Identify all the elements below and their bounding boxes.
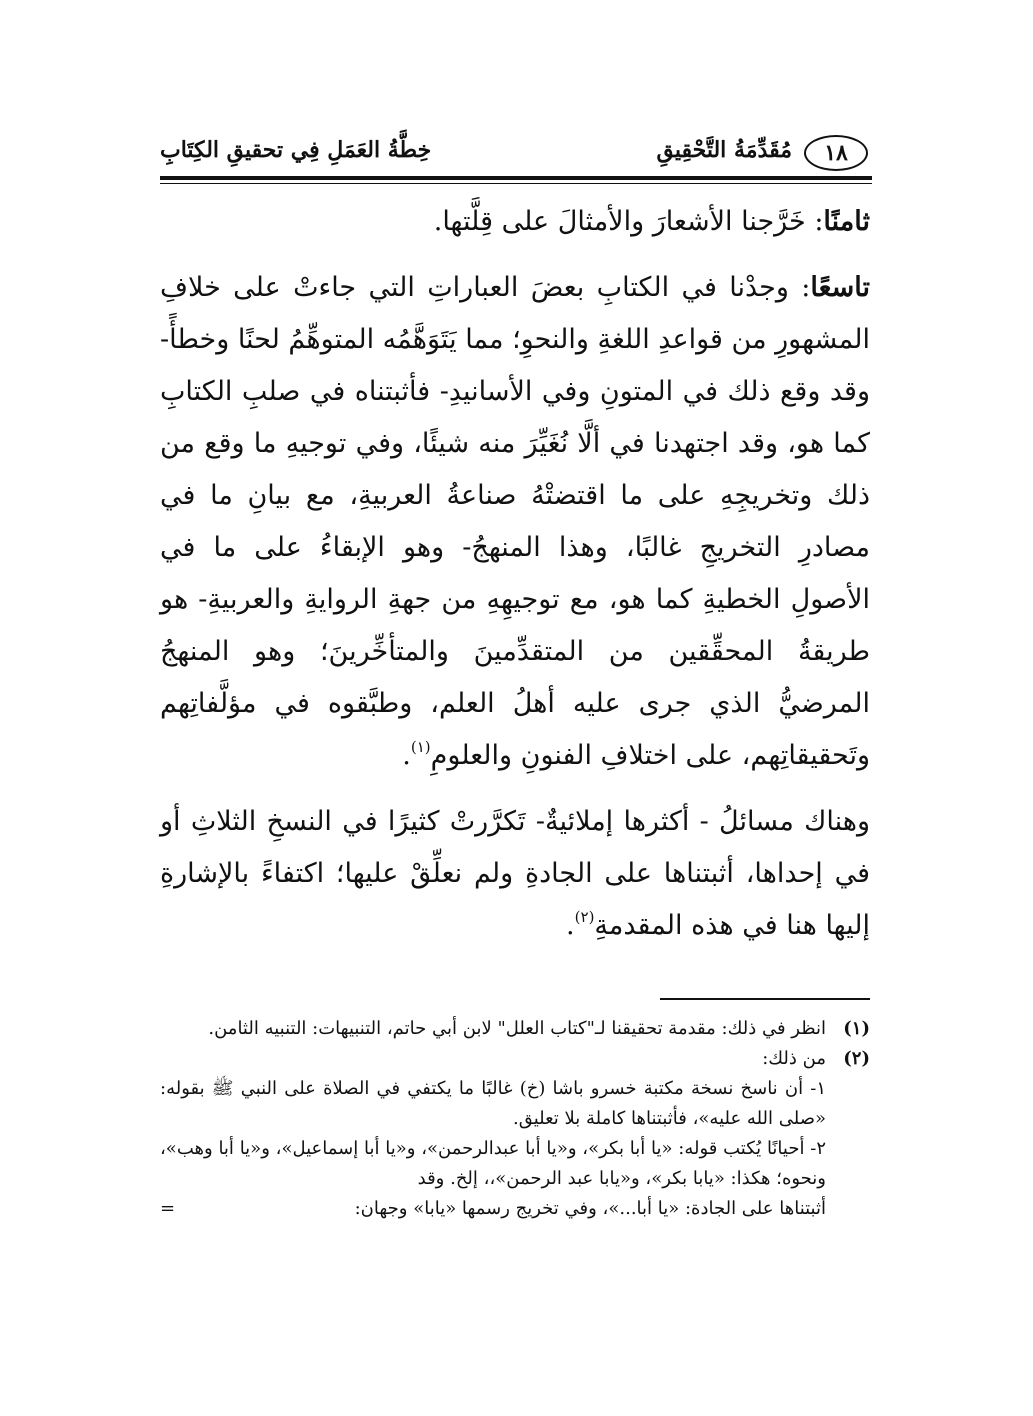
paragraph-end: . — [566, 910, 575, 941]
footnote-2-item-2: ٢- أحيانًا يُكتب قوله: «يا أبا بكر»، و«يا أبا عبدالرحمن»، و«يا أبا إسماعيل»، و«يا أبا وهب»، ونحوه؛ هكذا: «يابا بكر»، و«يابا عبد الرحمن»،، إلخ. وقد — [160, 1138, 826, 1189]
continuation-mark: = — [160, 1198, 176, 1219]
footnote-2 — [160, 1044, 870, 1074]
footnote-number: (٢) — [843, 1048, 870, 1069]
paragraph-ninth — [160, 262, 870, 782]
paragraph-eighth — [160, 196, 870, 248]
paragraph-end: . — [402, 740, 411, 771]
page-number-badge — [804, 135, 868, 171]
footnote-text: انظر في ذلك: مقدمة تحقيقنا لـ"كتاب العلل" لابن أبي حاتم، التنبيهات: التنبيه الثامن. — [208, 1018, 826, 1039]
footnote-1 — [160, 1014, 870, 1044]
paragraph-text: : وجدْنا في الكتابِ بعضَ العباراتِ التي جاءتْ على خلافِ المشهورِ من قواعدِ اللغةِ والنحوِ؛ مما يَتَوَهَّمُه المتوهِّمُ لحنًا وخطأً- وقد وقع ذلك في المتونِ وفي الأسانيدِ- فأثبتناه في صلبِ الكتابِ كما هو، وقد اجتهدنا في ألَّا نُغَيِّرَ منه شيئًا، وفي توجيهِ ما وقع من ذلك وتخريجِهِ على ما اقتضتْهُ صناعةُ العربيةِ، مع بيانِ ما في مصادرِ التخريجِ غالبًا، وهذا المنهجُ- وهو الإبقاءُ على ما في الأصولِ الخطيةِ كما هو، مع توجيهِهِ من جهةِ الروايةِ والعربيةِ- هو طريقةُ المحقِّقين من المتقدِّمينَ والمتأخِّرينَ؛ وهو المنهجُ المرضيُّ الذي جرى عليه أهلُ العلم، وطبَّقوه في مؤلَّفاتِهم وتَحقيقاتِهم، على اختلافِ الفنونِ والعلومِ — [160, 272, 870, 771]
header-rule-thin — [160, 183, 872, 184]
footnote-number: (١) — [843, 1018, 870, 1039]
footnote-2-item-1: ١- أن ناسخ نسخة مكتبة خسرو باشا (خ) غالبًا ما يكتفي في الصلاة على النبي ﷺ بقوله: «صلى الله عليه»، فأثبتناها كاملة بلا تعليق. — [160, 1078, 826, 1129]
section-title: خِطَّةُ العَمَلِ فِي تحقيقِ الكِتَابِ — [160, 137, 432, 163]
paragraph-lead: ثامنًا — [823, 206, 870, 237]
running-header — [160, 125, 870, 175]
footnote-ref-1[interactable]: (١) — [410, 738, 431, 756]
paragraph-text: : خَرَّجنا الأشعارَ والأمثالَ على قِلَّتها. — [433, 206, 824, 237]
footnotes — [160, 1014, 870, 1224]
paragraph-issues — [160, 796, 870, 952]
paragraph-text: وهناك مسائلُ - أكثرها إملائيةٌ- تَكرَّرتْ كثيرًا في النسخِ الثلاثِ أو في إحداها، أثبتناها على الجادةِ ولم نعلِّقْ عليها؛ اكتفاءً بالإشارةِ إليها هنا في هذه المقدمةِ — [160, 806, 870, 941]
footnote-separator — [660, 998, 870, 1000]
footnote-2-item-2-last-line — [160, 1194, 870, 1224]
footnote-ref-2[interactable]: (٢) — [574, 908, 595, 926]
footnote-text: من ذلك: — [762, 1048, 826, 1069]
main-text — [160, 196, 870, 952]
page-number: ١٨ — [824, 140, 848, 166]
footnote-text: أثبتناها على الجادة: «يا أبا...»، وفي تخريج رسمها «يابا» وجهان: — [354, 1198, 826, 1219]
header-rule-thick — [160, 176, 872, 180]
paragraph-lead: تاسعًا — [810, 272, 870, 303]
chapter-title: مُقَدِّمَةُ التَّحْقِيقِ — [656, 137, 792, 163]
